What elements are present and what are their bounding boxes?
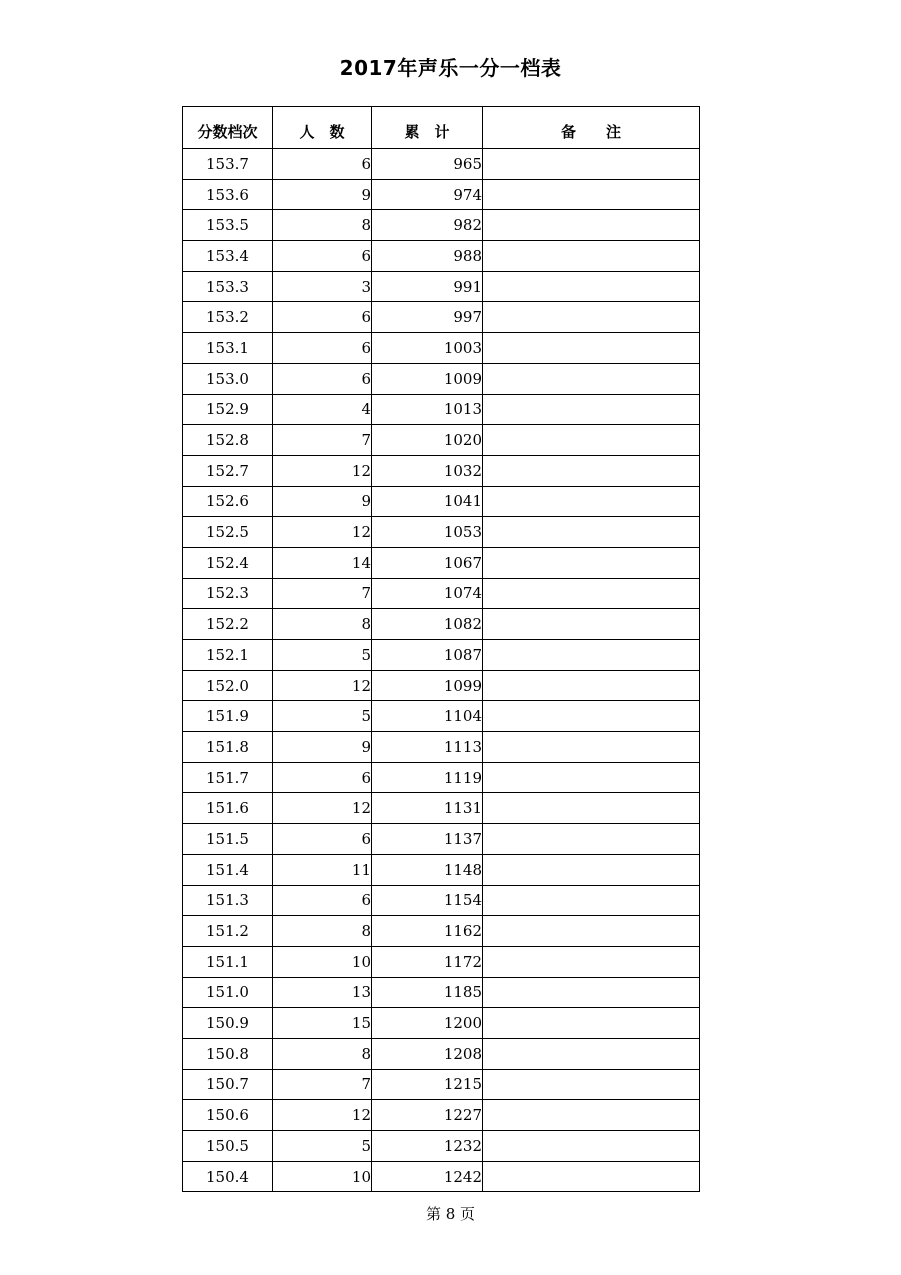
note-cell bbox=[483, 394, 700, 425]
count-cell: 6 bbox=[273, 363, 372, 394]
score-cell: 150.8 bbox=[183, 1038, 273, 1069]
count-cell: 6 bbox=[273, 149, 372, 180]
table-body bbox=[183, 149, 700, 1192]
cumulative-cell: 1041 bbox=[372, 486, 483, 517]
table-row bbox=[183, 670, 700, 701]
cumulative-cell: 982 bbox=[372, 210, 483, 241]
cumulative-cell: 1162 bbox=[372, 916, 483, 947]
count-cell: 6 bbox=[273, 333, 372, 364]
note-cell bbox=[483, 701, 700, 732]
score-cell: 151.2 bbox=[183, 916, 273, 947]
cumulative-cell: 974 bbox=[372, 179, 483, 210]
score-cell: 152.5 bbox=[183, 517, 273, 548]
table-row bbox=[183, 517, 700, 548]
cumulative-cell: 988 bbox=[372, 241, 483, 272]
table-row bbox=[183, 1069, 700, 1100]
score-cell: 153.5 bbox=[183, 210, 273, 241]
note-cell bbox=[483, 1131, 700, 1162]
count-cell: 5 bbox=[273, 640, 372, 671]
count-cell: 4 bbox=[273, 394, 372, 425]
header-row bbox=[183, 107, 700, 149]
table-row bbox=[183, 363, 700, 394]
count-cell: 6 bbox=[273, 824, 372, 855]
table-row bbox=[183, 578, 700, 609]
score-cell: 153.0 bbox=[183, 363, 273, 394]
score-cell: 151.0 bbox=[183, 977, 273, 1008]
count-cell: 12 bbox=[273, 1100, 372, 1131]
count-cell: 3 bbox=[273, 271, 372, 302]
count-cell: 5 bbox=[273, 1131, 372, 1162]
cumulative-cell: 997 bbox=[372, 302, 483, 333]
cumulative-cell: 1200 bbox=[372, 1008, 483, 1039]
score-cell: 152.6 bbox=[183, 486, 273, 517]
cumulative-cell: 1131 bbox=[372, 793, 483, 824]
count-cell: 13 bbox=[273, 977, 372, 1008]
score-cell: 152.8 bbox=[183, 425, 273, 456]
score-cell: 152.1 bbox=[183, 640, 273, 671]
table-row bbox=[183, 271, 700, 302]
count-cell: 9 bbox=[273, 179, 372, 210]
cumulative-cell: 1172 bbox=[372, 946, 483, 977]
note-cell bbox=[483, 1100, 700, 1131]
score-cell: 150.5 bbox=[183, 1131, 273, 1162]
count-cell: 7 bbox=[273, 425, 372, 456]
score-cell: 151.6 bbox=[183, 793, 273, 824]
note-cell bbox=[483, 241, 700, 272]
score-cell: 150.9 bbox=[183, 1008, 273, 1039]
cumulative-cell: 1119 bbox=[372, 762, 483, 793]
table-row bbox=[183, 701, 700, 732]
table-row bbox=[183, 640, 700, 671]
count-cell: 8 bbox=[273, 210, 372, 241]
count-cell: 9 bbox=[273, 486, 372, 517]
cumulative-cell: 1148 bbox=[372, 854, 483, 885]
table-row bbox=[183, 916, 700, 947]
count-cell: 10 bbox=[273, 1161, 372, 1192]
score-cell: 151.9 bbox=[183, 701, 273, 732]
note-cell bbox=[483, 547, 700, 578]
score-cell: 153.6 bbox=[183, 179, 273, 210]
cumulative-cell: 1053 bbox=[372, 517, 483, 548]
table-row bbox=[183, 1161, 700, 1192]
count-cell: 6 bbox=[273, 241, 372, 272]
table-row bbox=[183, 762, 700, 793]
score-cell: 152.0 bbox=[183, 670, 273, 701]
count-cell: 12 bbox=[273, 793, 372, 824]
score-cell: 150.7 bbox=[183, 1069, 273, 1100]
cumulative-cell: 1087 bbox=[372, 640, 483, 671]
note-cell bbox=[483, 1008, 700, 1039]
table-row bbox=[183, 946, 700, 977]
cumulative-cell: 1003 bbox=[372, 333, 483, 364]
count-cell: 6 bbox=[273, 762, 372, 793]
cumulative-cell: 1154 bbox=[372, 885, 483, 916]
table-row bbox=[183, 1131, 700, 1162]
table-row bbox=[183, 179, 700, 210]
note-cell bbox=[483, 1069, 700, 1100]
score-cell: 153.2 bbox=[183, 302, 273, 333]
count-cell: 8 bbox=[273, 1038, 372, 1069]
table-row bbox=[183, 302, 700, 333]
note-cell bbox=[483, 210, 700, 241]
count-cell: 7 bbox=[273, 578, 372, 609]
cumulative-cell: 1082 bbox=[372, 609, 483, 640]
cumulative-cell: 1242 bbox=[372, 1161, 483, 1192]
table-row bbox=[183, 854, 700, 885]
table-row bbox=[183, 1100, 700, 1131]
score-cell: 151.4 bbox=[183, 854, 273, 885]
table-header bbox=[183, 107, 700, 149]
count-cell: 11 bbox=[273, 854, 372, 885]
score-cell: 152.7 bbox=[183, 455, 273, 486]
table-row bbox=[183, 241, 700, 272]
score-cell: 152.3 bbox=[183, 578, 273, 609]
note-cell bbox=[483, 916, 700, 947]
count-cell: 8 bbox=[273, 609, 372, 640]
cumulative-cell: 1232 bbox=[372, 1131, 483, 1162]
score-cell: 153.7 bbox=[183, 149, 273, 180]
score-cell: 152.2 bbox=[183, 609, 273, 640]
page-title: 2017年声乐一分一档表 bbox=[339, 56, 562, 80]
note-cell bbox=[483, 1161, 700, 1192]
count-cell: 12 bbox=[273, 517, 372, 548]
score-cell: 150.4 bbox=[183, 1161, 273, 1192]
cumulative-cell: 1185 bbox=[372, 977, 483, 1008]
cumulative-cell: 1215 bbox=[372, 1069, 483, 1100]
table-row bbox=[183, 793, 700, 824]
cumulative-cell: 1032 bbox=[372, 455, 483, 486]
table-row bbox=[183, 1038, 700, 1069]
note-cell bbox=[483, 732, 700, 763]
cumulative-cell: 1104 bbox=[372, 701, 483, 732]
note-cell bbox=[483, 670, 700, 701]
table-row bbox=[183, 732, 700, 763]
table-row bbox=[183, 885, 700, 916]
note-cell bbox=[483, 609, 700, 640]
score-cell: 153.1 bbox=[183, 333, 273, 364]
note-cell bbox=[483, 1038, 700, 1069]
note-cell bbox=[483, 455, 700, 486]
score-cell: 152.4 bbox=[183, 547, 273, 578]
note-cell bbox=[483, 179, 700, 210]
cumulative-cell: 1020 bbox=[372, 425, 483, 456]
count-cell: 6 bbox=[273, 302, 372, 333]
cumulative-cell: 1227 bbox=[372, 1100, 483, 1131]
header-note: 备 注 bbox=[483, 107, 700, 149]
note-cell bbox=[483, 977, 700, 1008]
header-count: 人 数 bbox=[273, 107, 372, 149]
cumulative-cell: 1074 bbox=[372, 578, 483, 609]
table-row bbox=[183, 394, 700, 425]
count-cell: 12 bbox=[273, 670, 372, 701]
note-cell bbox=[483, 885, 700, 916]
score-cell: 150.6 bbox=[183, 1100, 273, 1131]
table-row bbox=[183, 425, 700, 456]
note-cell bbox=[483, 149, 700, 180]
count-cell: 8 bbox=[273, 916, 372, 947]
note-cell bbox=[483, 425, 700, 456]
note-cell bbox=[483, 363, 700, 394]
count-cell: 14 bbox=[273, 547, 372, 578]
cumulative-cell: 1099 bbox=[372, 670, 483, 701]
score-cell: 151.1 bbox=[183, 946, 273, 977]
table-row bbox=[183, 333, 700, 364]
cumulative-cell: 1113 bbox=[372, 732, 483, 763]
note-cell bbox=[483, 271, 700, 302]
note-cell bbox=[483, 302, 700, 333]
count-cell: 9 bbox=[273, 732, 372, 763]
cumulative-cell: 991 bbox=[372, 271, 483, 302]
table-row bbox=[183, 455, 700, 486]
cumulative-cell: 1067 bbox=[372, 547, 483, 578]
note-cell bbox=[483, 762, 700, 793]
cumulative-cell: 965 bbox=[372, 149, 483, 180]
table-row bbox=[183, 977, 700, 1008]
cumulative-cell: 1208 bbox=[372, 1038, 483, 1069]
count-cell: 5 bbox=[273, 701, 372, 732]
score-cell: 153.3 bbox=[183, 271, 273, 302]
count-cell: 6 bbox=[273, 885, 372, 916]
cumulative-cell: 1009 bbox=[372, 363, 483, 394]
note-cell bbox=[483, 793, 700, 824]
score-cell: 151.7 bbox=[183, 762, 273, 793]
score-cell: 151.8 bbox=[183, 732, 273, 763]
score-cell: 151.3 bbox=[183, 885, 273, 916]
note-cell bbox=[483, 854, 700, 885]
score-cell: 153.4 bbox=[183, 241, 273, 272]
table-row bbox=[183, 1008, 700, 1039]
score-cell: 151.5 bbox=[183, 824, 273, 855]
note-cell bbox=[483, 333, 700, 364]
cumulative-cell: 1013 bbox=[372, 394, 483, 425]
note-cell bbox=[483, 824, 700, 855]
page-number: 第 8 页 bbox=[425, 1205, 476, 1223]
table-row bbox=[183, 210, 700, 241]
score-distribution-table bbox=[182, 106, 700, 1192]
count-cell: 15 bbox=[273, 1008, 372, 1039]
table-row bbox=[183, 824, 700, 855]
header-cumulative: 累 计 bbox=[372, 107, 483, 149]
count-cell: 10 bbox=[273, 946, 372, 977]
table-row bbox=[183, 149, 700, 180]
table-row bbox=[183, 547, 700, 578]
table-row bbox=[183, 609, 700, 640]
header-score: 分数档次 bbox=[183, 107, 273, 149]
score-cell: 152.9 bbox=[183, 394, 273, 425]
note-cell bbox=[483, 486, 700, 517]
cumulative-cell: 1137 bbox=[372, 824, 483, 855]
count-cell: 12 bbox=[273, 455, 372, 486]
note-cell bbox=[483, 640, 700, 671]
note-cell bbox=[483, 517, 700, 548]
table-row bbox=[183, 486, 700, 517]
count-cell: 7 bbox=[273, 1069, 372, 1100]
note-cell bbox=[483, 578, 700, 609]
note-cell bbox=[483, 946, 700, 977]
